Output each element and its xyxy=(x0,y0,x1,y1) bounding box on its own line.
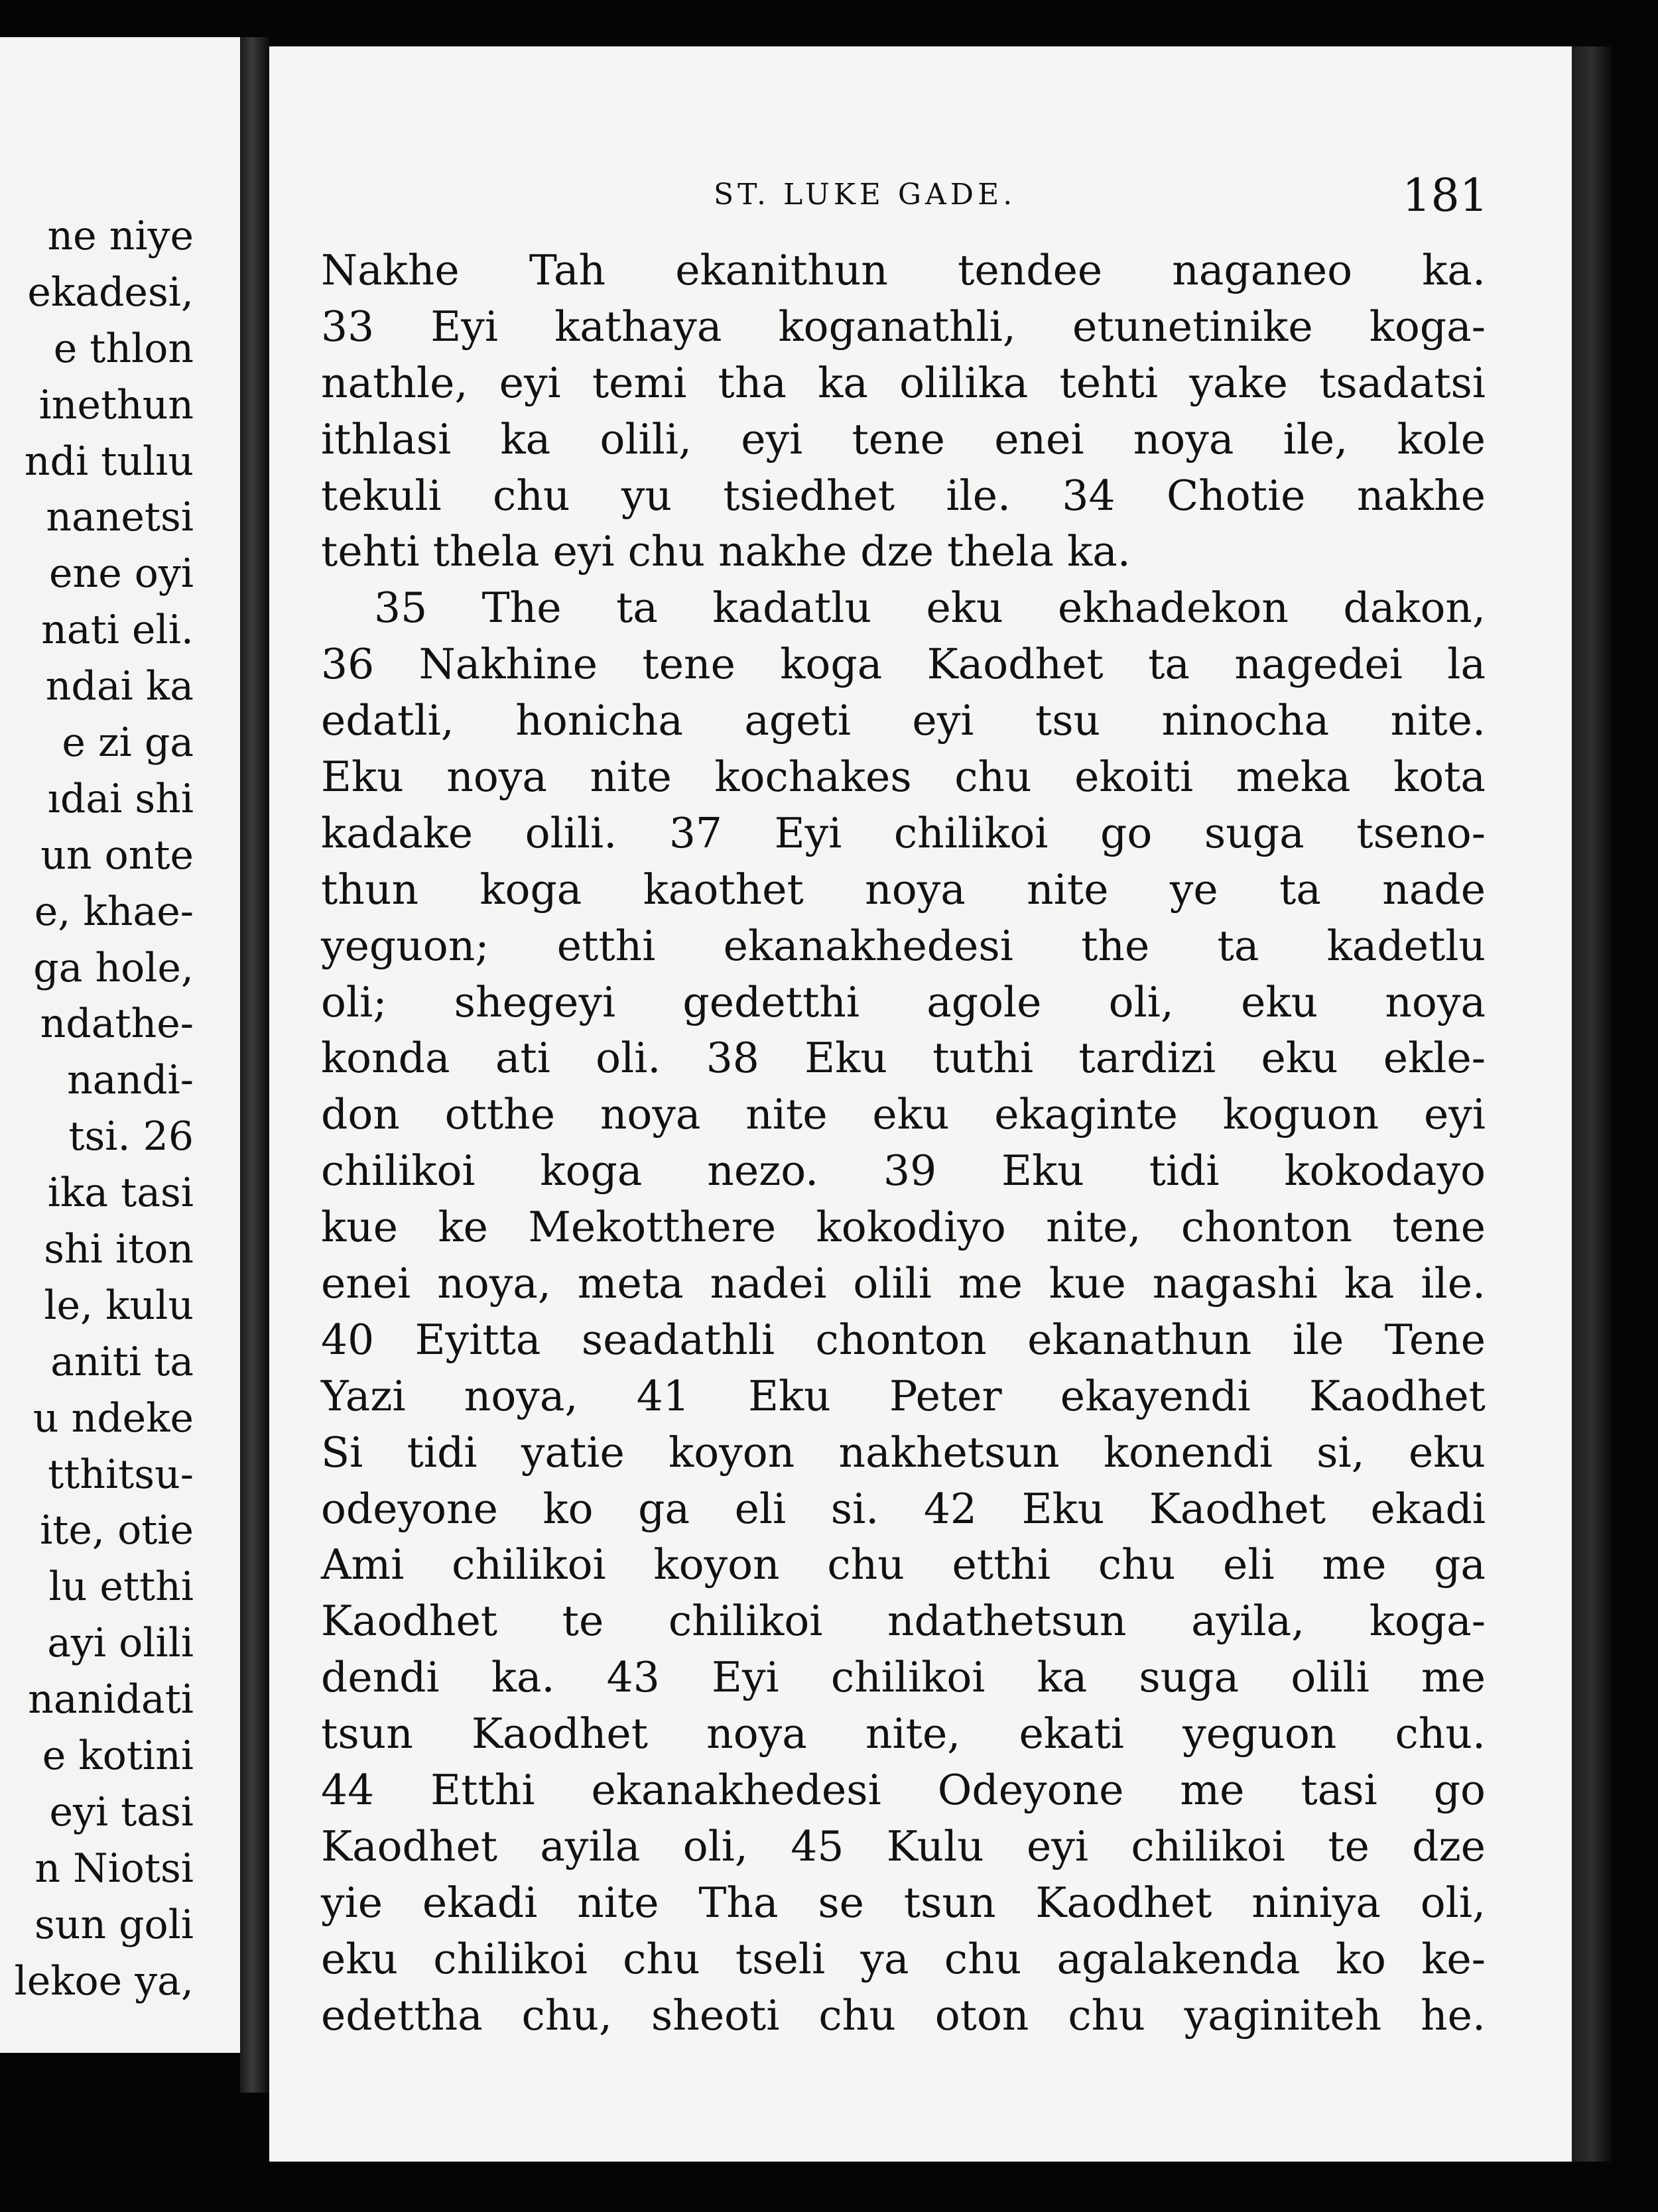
text-line: Si tidi yatie koyon nakhetsun konendi si, eku xyxy=(321,1428,1486,1477)
left-page xyxy=(0,37,240,2053)
text-line: kue ke Mekotthere kokodiyo nite, chonton tene xyxy=(321,1203,1486,1252)
left-line: lu etthi xyxy=(48,1564,194,1611)
text-line: odeyone ko ga eli si. 42 Eku Kaodhet ekadi xyxy=(321,1484,1486,1533)
text-line: nathle, eyi temi tha ka olilika tehti yake tsadatsi xyxy=(321,358,1486,407)
text-line: edatli, honicha ageti eyi tsu ninocha nite. xyxy=(321,696,1486,745)
left-line: nati eli. xyxy=(41,607,194,654)
text-line: yie ekadi nite Tha se tsun Kaodhet niniya oli, xyxy=(321,1878,1486,1927)
left-line: n Niotsi xyxy=(34,1845,194,1892)
text-line: Kaodhet te chilikoi ndathetsun ayila, koga- xyxy=(321,1597,1486,1646)
left-line: lekoe ya, xyxy=(14,1957,194,2004)
left-line: ika tasi xyxy=(47,1170,194,1217)
text-line: chilikoi koga nezo. 39 Eku tidi kokodayo xyxy=(321,1146,1486,1196)
left-line: aniti ta xyxy=(50,1338,194,1385)
text-line: Kaodhet ayila oli, 45 Kulu eyi chilikoi te dze xyxy=(321,1821,1486,1871)
body-text xyxy=(321,243,1486,2044)
left-line: ndai ka xyxy=(45,663,194,710)
text-line: Yazi noya, 41 Eku Peter ekayendi Kaodhet xyxy=(321,1371,1486,1420)
left-line: u ndeke xyxy=(32,1394,194,1442)
running-title: ST. LUKE GADE. xyxy=(714,178,1017,212)
left-line: tthitsu- xyxy=(48,1451,194,1498)
text-line: ithlasi ka olili, eyi tene enei noya ile, kole xyxy=(321,414,1486,463)
left-line: ene oyi xyxy=(49,550,194,597)
text-line: eku chilikoi chu tseli ya chu agalakenda ko ke- xyxy=(321,1934,1486,1983)
text-line: enei noya, meta nadei olili me kue nagashi ka ile. xyxy=(321,1259,1486,1308)
left-line: ga hole, xyxy=(33,944,194,991)
text-line: kadake olili. 37 Eyi chilikoi go suga tseno- xyxy=(321,808,1486,857)
running-head xyxy=(269,133,1572,222)
left-page-text xyxy=(0,208,194,2010)
left-line: ite, otie xyxy=(40,1507,194,1554)
left-line: ne niye xyxy=(47,213,194,259)
left-line: nandi- xyxy=(67,1057,194,1104)
left-line: le, kulu xyxy=(44,1282,194,1329)
left-line: shi iton xyxy=(44,1226,194,1273)
left-line: nanetsi xyxy=(46,494,194,541)
text-line: 44 Etthi ekanakhedesi Odeyone me tasi go xyxy=(321,1766,1486,1815)
text-line: Ami chilikoi koyon chu etthi chu eli me ga xyxy=(321,1540,1486,1589)
text-line: oli; shegeyi gedetthi agole oli, eku noya xyxy=(321,977,1486,1026)
text-line: 36 Nakhine tene koga Kaodhet ta nagedei la xyxy=(321,640,1486,689)
text-line: yeguon; etthi ekanakhedesi the ta kadetlu xyxy=(321,921,1486,970)
text-line: tsun Kaodhet noya nite, ekati yeguon chu. xyxy=(321,1709,1486,1758)
text-line: 35 The ta kadatlu eku ekhadekon dakon, xyxy=(374,584,1486,633)
left-line: ndi tulıu xyxy=(24,438,194,485)
text-line: Eku noya nite kochakes chu ekoiti meka kota xyxy=(321,753,1486,802)
left-line: ndathe- xyxy=(40,1001,194,1048)
left-line: sun goli xyxy=(34,1901,194,1948)
left-line: e, khae- xyxy=(34,888,194,935)
left-line: e kotini xyxy=(42,1733,194,1780)
left-line: ayi olili xyxy=(47,1620,194,1667)
right-page xyxy=(269,46,1572,2162)
text-line: 33 Eyi kathaya koganathli, etunetinike koga- xyxy=(321,302,1486,351)
left-line: ıdai shi xyxy=(47,775,194,822)
text-line: tekuli chu yu tsiedhet ile. 34 Chotie nakhe xyxy=(321,471,1486,520)
book-gutter xyxy=(240,37,269,2093)
page-edge xyxy=(1572,46,1612,2162)
text-line: Nakhe Tah ekanithun tendee naganeo ka. xyxy=(321,246,1486,294)
text-line: don otthe noya nite eku ekaginte koguon eyi xyxy=(321,1090,1486,1139)
text-line: dendi ka. 43 Eyi chilikoi ka suga olili me xyxy=(321,1653,1486,1702)
text-line: thun koga kaothet noya nite ye ta nade xyxy=(321,865,1486,914)
left-line: e thlon xyxy=(53,325,194,372)
left-line: eyi tasi xyxy=(49,1788,194,1835)
text-line: 40 Eyitta seadathli chonton ekanathun ile Tene xyxy=(321,1315,1486,1364)
left-line: ekadesi, xyxy=(27,269,194,316)
left-line: un onte xyxy=(40,831,194,879)
left-line: inethun xyxy=(38,381,194,428)
left-line: tsi. 26 xyxy=(68,1113,194,1160)
text-line: tehti thela eyi chu nakhe dze thela ka. xyxy=(321,527,1131,576)
text-line: edettha chu, sheoti chu oton chu yaginiteh he. xyxy=(321,1991,1486,2040)
left-line: e zi ga xyxy=(62,719,194,767)
text-line: konda ati oli. 38 Eku tuthi tardizi eku ekle- xyxy=(321,1034,1486,1083)
left-line: nanidati xyxy=(28,1676,194,1723)
page-number: 181 xyxy=(1402,170,1488,222)
